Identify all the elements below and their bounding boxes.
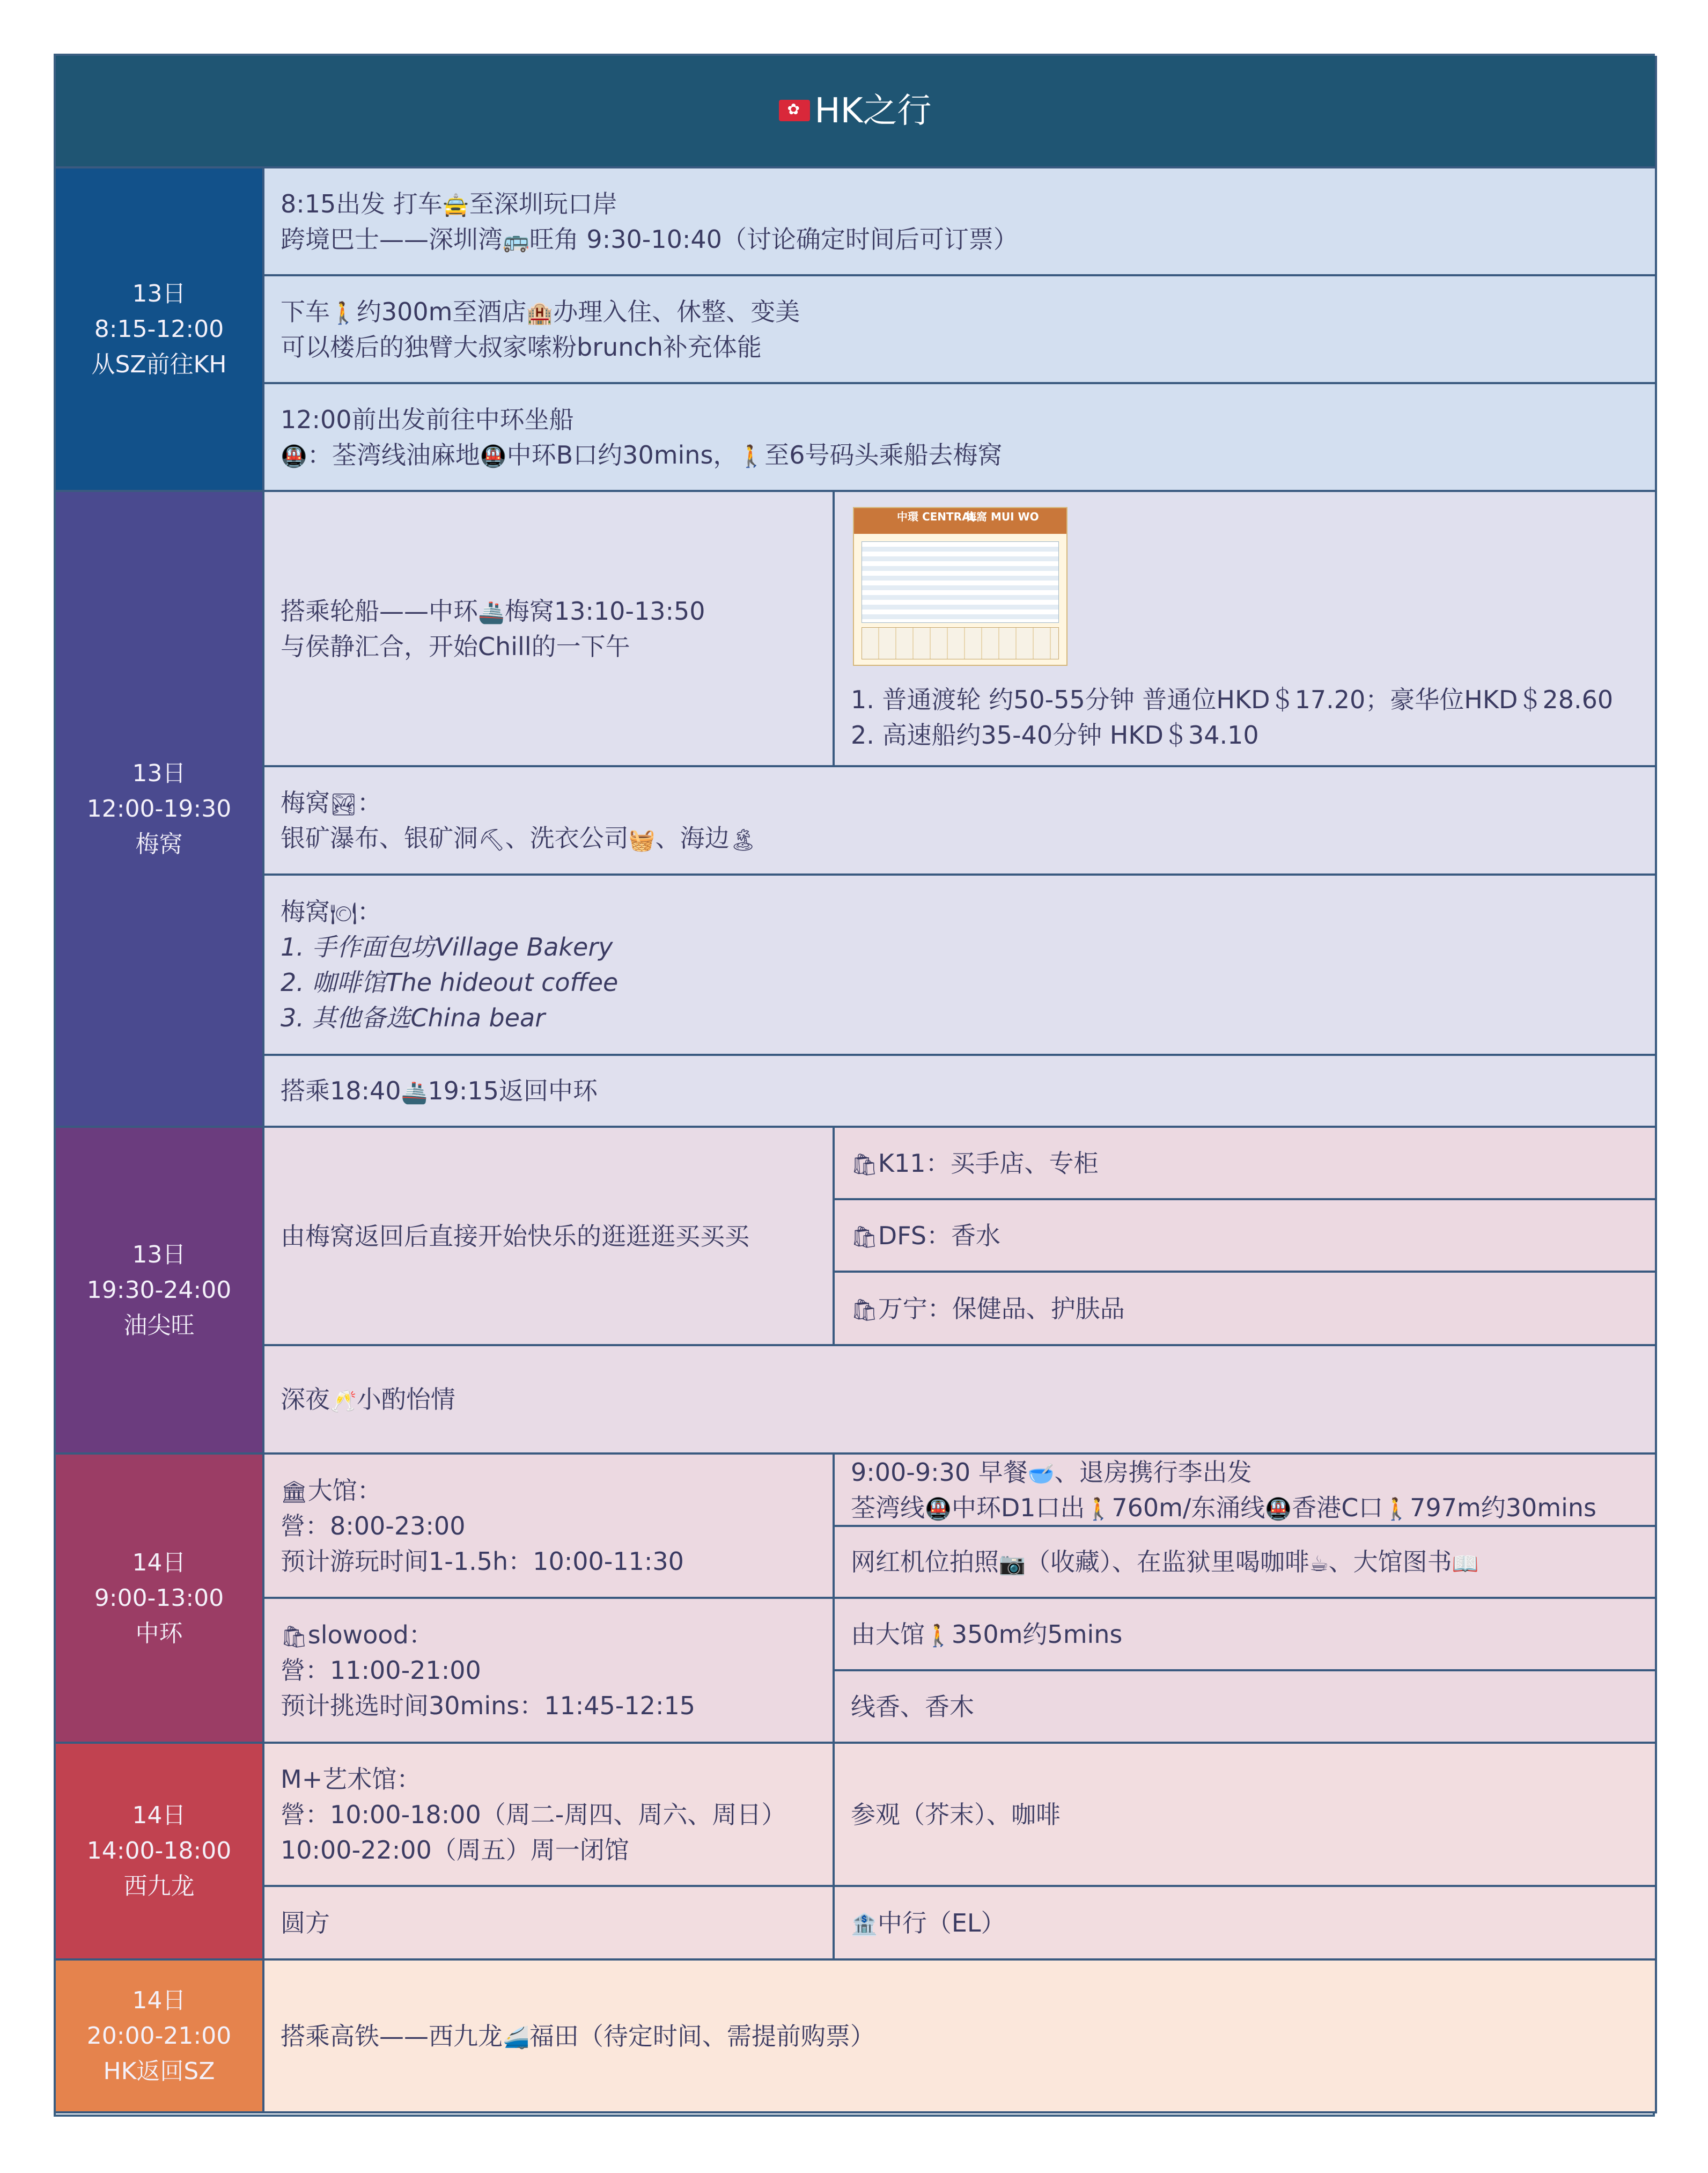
book-icon: 📖	[1452, 1551, 1479, 1576]
food-item: 3. 其他备选China bear	[281, 1003, 546, 1032]
day-date: 14日	[132, 1548, 186, 1576]
depart-text-2: 至深圳玩口岸	[469, 189, 617, 218]
mannings-text: 万宁：保健品、护肤品	[878, 1294, 1125, 1323]
visit-cell	[835, 1744, 1657, 1887]
beach-icon: 🏝	[729, 827, 757, 853]
day-date: 14日	[132, 1802, 186, 1829]
train-cell	[264, 1961, 1657, 2113]
day-date: 13日	[132, 280, 186, 307]
day-time: 8:15-12:00	[94, 315, 224, 343]
night-text: 深夜	[281, 1385, 330, 1414]
metro-icon: 🚇	[281, 444, 307, 469]
walking-icon: 🚶	[1383, 1497, 1410, 1522]
visit-text: 参观（芥末）、咖啡	[851, 1800, 1061, 1829]
ferry-timetable-image	[853, 507, 1068, 666]
breakfast-text-2: 、退房携行李出发	[1054, 1457, 1252, 1487]
day-label-yau-tsim-mong	[56, 1128, 264, 1455]
ferry-options-cell	[835, 492, 1657, 767]
depart-cell	[264, 168, 1657, 276]
bowl-icon: 🥣	[1027, 1462, 1055, 1486]
mplus-friday: 10:00-22:00（周五）周一闭馆	[281, 1835, 629, 1864]
hotel-icon: 🏨	[526, 301, 554, 326]
shopping-cell	[264, 1128, 835, 1346]
m-plus-cell	[264, 1744, 835, 1887]
bus-text: 跨境巴士——深圳湾	[281, 224, 503, 254]
hours-label: 營	[281, 1511, 305, 1540]
photo-text-2: （收藏）、在监狱里喝咖啡	[1025, 1547, 1309, 1576]
title-text: HK之行	[814, 91, 932, 131]
timetable-grid	[862, 541, 1059, 623]
page-title	[56, 56, 1657, 168]
timetable-origin: 中環 CENTRAL	[897, 510, 977, 523]
day-place: HK返回SZ	[103, 2057, 215, 2085]
bank-cell	[835, 1887, 1657, 1961]
sights-text-2: 、洗衣公司	[505, 824, 629, 853]
night-text-2: 小酌怡情	[356, 1385, 455, 1414]
slowood-plan: 预计挑选时间30mins：11:45-12:15	[281, 1691, 695, 1720]
route-text-5: 797m约30mins	[1410, 1493, 1597, 1522]
route-text-3: 760m/东涌线	[1111, 1493, 1265, 1522]
return-text-2: 19:15返回中环	[428, 1076, 598, 1105]
day-label-west-kowloon	[56, 1744, 264, 1961]
ferry-option-1: 1. 普通渡轮 约50-55分钟 普通位HKD＄17.20；豪华位HKD＄28.60	[851, 685, 1614, 714]
day-time: 19:30-24:00	[86, 1276, 232, 1304]
metro-icon: 🚇	[480, 444, 507, 469]
transfer-text: 12:00前出发前往中环坐船	[281, 405, 574, 434]
photo-text: 网红机位拍照	[851, 1547, 999, 1576]
food-item: 2. 咖啡馆The hideout coffee	[281, 968, 619, 997]
day-date: 13日	[132, 1240, 186, 1268]
day-label-sz-to-hk	[56, 168, 264, 492]
sights-text-3: 、海边	[655, 824, 730, 853]
yuanfang-text: 圆方	[281, 1908, 330, 1937]
dfs-text: DFS：香水	[878, 1221, 1001, 1250]
timetable-header	[854, 508, 1066, 534]
ferry-option-2: 2. 高速船约35-40分钟 HKD＄34.10	[851, 721, 1259, 750]
k11-text: K11：买手店、专柜	[878, 1148, 1099, 1178]
route-text-2: 中环D1口出	[951, 1493, 1085, 1522]
food-item: 1. 手作面包坊Village Bakery	[281, 933, 613, 961]
walking-icon: 🚶	[1085, 1497, 1112, 1522]
return-text: 搭乘18:40	[281, 1076, 401, 1105]
night-drink-cell	[264, 1346, 1657, 1455]
day-place: 油尖旺	[123, 1311, 195, 1339]
food-cell: 梅窝🍽： 1. 手作面包坊Village Bakery 2. 咖啡馆The hideout coffee 3. 其他备选China bear	[264, 876, 1657, 1056]
hotel-cell	[264, 276, 1657, 384]
tai-kwun-cell	[264, 1455, 835, 1599]
shopping-text: 由梅窝返回后直接开始快乐的逛逛逛买买买	[281, 1221, 749, 1251]
route-text: 荃湾线	[851, 1493, 925, 1522]
transfer-text-3: 中环B口约30mins，	[506, 440, 738, 469]
hours-label: 營	[281, 1800, 305, 1829]
cheers-icon: 🥂	[330, 1389, 357, 1414]
day-time: 12:00-19:30	[86, 795, 232, 823]
slowood-hours: ：11:00-21:00	[305, 1656, 481, 1685]
return-ferry-cell	[264, 1056, 1657, 1128]
day-place: 中环	[135, 1619, 183, 1647]
checkout-cell	[835, 1455, 1657, 1527]
train-text-2: 福田（待定时间、需提前购票）	[529, 2021, 875, 2051]
day-time: 9:00-13:00	[94, 1584, 224, 1612]
museum-head: 大馆：	[307, 1475, 382, 1505]
hotel-text-2: 约300m至酒店	[356, 297, 527, 326]
ferry-text: 搭乘轮船——中环	[281, 596, 478, 626]
sights-head: 梅窝	[281, 788, 330, 817]
shopping-bag-icon: 🛍	[851, 1298, 878, 1323]
metro-icon: 🚇	[925, 1497, 952, 1522]
hotel-text-3: 办理入住、休整、变美	[553, 297, 800, 326]
pick-icon: ⛏	[478, 827, 505, 853]
photo-cell	[835, 1527, 1657, 1599]
k11-cell	[835, 1128, 1657, 1200]
mannings-cell	[835, 1273, 1657, 1346]
walking-icon: 🚶	[738, 444, 765, 469]
brunch-text: 可以楼后的独臂大叔家嗦粉brunch补充体能	[281, 332, 762, 362]
mplus-hours: ：10:00-18:00（周二-周四、周六、周日）	[305, 1800, 786, 1829]
transfer-text-4: 至6号码头乘船去梅窝	[764, 440, 1003, 469]
fare-table	[862, 627, 1059, 659]
sights-text: 银矿瀑布、银矿洞	[281, 824, 478, 853]
metro-icon: 🚇	[1265, 1497, 1292, 1522]
walk-cell	[835, 1599, 1657, 1671]
bank-icon: 🏦	[851, 1912, 878, 1937]
day-time: 14:00-18:00	[86, 1837, 232, 1864]
bus-icon: 🚌	[503, 229, 529, 253]
bank-text: 中行（EL）	[877, 1908, 1006, 1937]
shopping-bag-icon: 🛍	[851, 1152, 878, 1177]
day-time: 20:00-21:00	[86, 2022, 232, 2050]
slowood-head: slowood：	[307, 1620, 433, 1649]
walking-icon: 🚶	[925, 1624, 952, 1648]
day-place: 西九龙	[123, 1873, 195, 1900]
ship-icon: 🚢	[401, 1080, 428, 1105]
picture-icon: 🏞	[330, 792, 357, 817]
elements-mall-cell	[264, 1887, 835, 1961]
camera-icon: 📷	[999, 1551, 1026, 1576]
photo-text-3: 、大馆图书	[1328, 1547, 1452, 1576]
ferry-text-2: 梅窝13:10-13:50	[504, 596, 705, 626]
route-text-4: 香港C口	[1292, 1493, 1383, 1522]
museum-plan: 预计游玩时间1-1.5h：10:00-11:30	[281, 1546, 684, 1576]
shopping-bag-icon: 🛍	[281, 1624, 308, 1649]
dfs-cell	[835, 1200, 1657, 1273]
itinerary-table	[54, 54, 1655, 2117]
ship-icon: 🚢	[478, 600, 505, 625]
walk-text: 由大馆	[851, 1619, 925, 1649]
coffee-icon: ☕	[1309, 1551, 1329, 1576]
ferry-cell	[264, 492, 835, 767]
day-label-central	[56, 1455, 264, 1744]
classical-building-icon: 🏛	[281, 1480, 308, 1504]
day-date: 13日	[132, 759, 186, 787]
sights-cell: 梅窝🏞： 银矿瀑布、银矿洞⛏、洗衣公司🧺、海边🏝	[264, 767, 1657, 876]
taxi-icon: 🚖	[442, 193, 469, 218]
mplus-head: M+艺术馆：	[281, 1764, 422, 1794]
bus-text-2: 旺角 9:30-10:40（讨论确定时间后可订票）	[529, 224, 1018, 254]
depart-text: 8:15出发 打车	[281, 189, 443, 218]
plate-icon: 🍽	[330, 901, 357, 926]
incense-cell	[835, 1671, 1657, 1744]
walk-text-2: 350m约5mins	[951, 1619, 1123, 1649]
day-place: 梅窝	[135, 830, 183, 858]
breakfast-text: 9:00-9:30 早餐	[851, 1457, 1028, 1487]
walking-icon: 🚶	[330, 301, 357, 326]
day-label-mui-wo	[56, 492, 264, 1128]
day-place: 从SZ前往KH	[91, 350, 227, 378]
ferry-transfer-cell	[264, 384, 1657, 492]
meet-text: 与侯静汇合，开始Chill的一下午	[281, 632, 630, 661]
slowood-cell	[264, 1599, 835, 1744]
transfer-text-2: ：荃湾线油麻地	[307, 440, 480, 469]
museum-hours: ：8:00-23:00	[305, 1511, 466, 1540]
timetable-destination: 梅窩 MUI WO	[966, 510, 1039, 523]
hours-label: 營	[281, 1656, 305, 1685]
hong-kong-flag-icon	[779, 100, 810, 121]
basket-icon: 🧺	[628, 827, 656, 853]
day-date: 14日	[132, 1986, 186, 2014]
hotel-text: 下车	[281, 297, 330, 326]
day-label-return	[56, 1961, 264, 2113]
train-text: 搭乘高铁——西九龙	[281, 2021, 503, 2051]
bullet-train-icon: 🚄	[503, 2025, 529, 2050]
shopping-bag-icon: 🛍	[851, 1225, 878, 1250]
food-head: 梅窝	[281, 897, 330, 926]
incense-text: 线香、香木	[851, 1692, 974, 1721]
